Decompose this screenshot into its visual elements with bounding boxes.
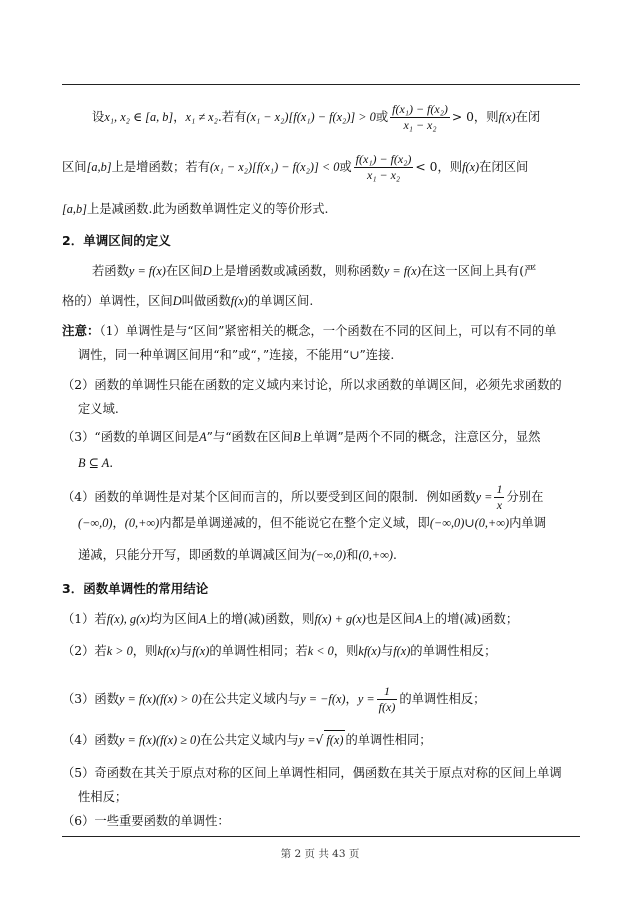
frac-num: 1 <box>377 684 398 700</box>
text: 在闭 <box>515 110 541 124</box>
math: D <box>172 294 182 308</box>
math: A <box>198 612 207 626</box>
text: . <box>109 456 114 470</box>
text: . <box>392 548 397 562</box>
math: A <box>199 430 207 444</box>
text: 或 <box>375 110 389 124</box>
text: 在公共定义域内与 <box>200 733 299 747</box>
text: 或 <box>339 160 352 174</box>
frac-den: x₁ − x₂ <box>403 118 437 132</box>
header-rule <box>62 84 580 85</box>
fraction <box>377 684 398 715</box>
frac-den: x <box>496 498 503 512</box>
sqrt-radicand: f(x) <box>324 730 345 749</box>
section-3-heading: 3．函数单调性的常用结论 <box>62 581 209 596</box>
frac-num: f(x₁) − f(x₂) <box>392 102 448 116</box>
note-1-line-1 <box>62 322 580 340</box>
footer-rule <box>62 836 580 837</box>
conclusion-3 <box>62 684 580 715</box>
math: x₁ ≠ x₂ <box>185 110 218 124</box>
text: 递减，只能分开写，即函数的单调减区间为 <box>78 548 312 562</box>
conclusion-4: （4）函数y = f(x)(f(x) ≥ 0)在公共定义域内与y =√ f(x) 的单调性相同； <box>62 730 580 749</box>
math: (−∞,0) <box>311 548 347 562</box>
section-2-heading: 2．单调区间的定义 <box>62 233 171 248</box>
math: k > 0 <box>106 644 133 658</box>
conclusion-6: （6）一些重要函数的单调性： <box>62 814 230 828</box>
text: 上的增(减)函数，则 <box>206 612 315 626</box>
text: 若函数 <box>92 264 129 278</box>
text: 的单调性相反； <box>399 692 486 706</box>
text: （2）若 <box>62 644 107 658</box>
note-4-line-3 <box>78 546 596 564</box>
note-3-line-2 <box>78 454 596 472</box>
math: kf(x) <box>358 644 381 658</box>
text: 和 <box>346 548 359 562</box>
text: 的单调性相反； <box>410 644 497 658</box>
section-2-line-1 <box>92 262 610 280</box>
math: y = <box>475 490 493 504</box>
math: [a,b] <box>86 160 112 174</box>
math: (x₁ − x₂)[f(x₁) − f(x₂)] < 0 <box>209 160 340 174</box>
fraction <box>494 482 504 513</box>
frac-num: 1 <box>496 482 503 496</box>
text: 上是增函数或减函数，则称函数 <box>211 264 384 278</box>
note-1-line-2: 调性，同一种单调区间用“和”或“，”连接，不能用“∪”连接. <box>78 348 395 362</box>
text: （1）若 <box>62 612 107 626</box>
text: ，则 <box>333 644 359 658</box>
text: （3）“函数的单调区间是 <box>62 430 200 444</box>
frac-den: x₁ − x₂ <box>367 168 401 182</box>
text: 设 <box>92 110 105 124</box>
text: （4）函数的单调性是对某个区间而言的，所以要受到区间的限制．例如函数 <box>62 490 476 504</box>
text: < 0，则 <box>415 160 463 174</box>
text: ，则 <box>132 644 158 658</box>
text: 在区间 <box>165 264 203 278</box>
text: 格的）单调性，区间 <box>62 294 173 308</box>
math: (−∞,0) <box>78 516 113 530</box>
math: (0,+∞) <box>358 548 393 562</box>
note-label: 注意： <box>62 323 100 338</box>
math: f(x) <box>192 644 210 658</box>
text: 内单调 <box>509 516 546 530</box>
text: 在这一区间上具有(严 <box>420 264 537 278</box>
text: ， <box>345 692 358 706</box>
text: 上的增(减)函数； <box>422 612 519 626</box>
math: B ⊆ A <box>78 456 110 470</box>
conclusion-2 <box>62 642 580 660</box>
text: .若有 <box>217 110 247 124</box>
intro-line-3 <box>62 200 580 218</box>
conclusion-1 <box>62 610 580 628</box>
note-2-line-1: （2）函数的单调性只能在函数的定义域内来讨论，所以求函数的单调区间，必须先求函数的 <box>62 378 562 392</box>
math: y = <box>298 733 316 747</box>
page-number: 第 2 页 共 43 页 <box>280 848 360 860</box>
text: 分别在 <box>506 490 544 504</box>
text: 上是增函数；若有 <box>111 160 210 174</box>
text: 均为区间 <box>149 612 199 626</box>
text: 的单调区间. <box>247 294 314 308</box>
math: (x₁ − x₂)[f(x₁) − f(x₂)] > 0 <box>246 110 376 124</box>
math: y = <box>357 692 375 706</box>
text: （4）函数 <box>62 733 120 747</box>
math: y = f(x)(f(x) ≥ 0) <box>119 733 201 747</box>
note-3-line-1 <box>62 428 580 446</box>
note-4-line-1 <box>62 482 580 513</box>
frac-den: f(x) <box>378 700 396 714</box>
text: 的单调性相同；若 <box>209 644 308 658</box>
text: ”与“函数在区间 <box>206 430 293 444</box>
math: f(x) <box>393 644 411 658</box>
section-2-line-2 <box>62 292 580 310</box>
conclusion-5-line-2: 性相反； <box>78 790 128 804</box>
text: 区间 <box>62 160 87 174</box>
text: > 0，则 <box>451 110 499 124</box>
math: A <box>414 612 423 626</box>
text: 与 <box>380 644 394 658</box>
math: f(x), g(x) <box>106 612 150 626</box>
math: [a,b] <box>62 202 87 216</box>
math: (0,+∞) <box>124 516 160 530</box>
note-4-line-2 <box>78 514 596 532</box>
math: D <box>202 264 212 278</box>
text: 上单调”是两个不同的概念，注意区分，显然 <box>300 430 541 444</box>
conclusion-5-line-1: （5）奇函数在其关于原点对称的区间上单调性相同，偶函数在其关于原点对称的区间上单调 <box>62 766 562 780</box>
math: k < 0 <box>307 644 334 658</box>
text: ， <box>112 516 125 530</box>
text: 与 <box>179 644 193 658</box>
math: f(x) <box>230 294 248 308</box>
math: (−∞,0)∪(0,+∞) <box>429 516 510 530</box>
math: y = f(x) <box>383 264 421 278</box>
math: f(x) + g(x) <box>314 612 366 626</box>
intro-line-1 <box>92 102 610 133</box>
fraction <box>354 152 414 183</box>
math: f(x) <box>498 110 516 124</box>
math: x₁, x₂ ∈ [a, b] <box>104 110 174 124</box>
text: （1）单调性是与“区间”紧密相关的概念，一个函数在不同的区间上，可以有不同的单 <box>99 324 557 338</box>
text: 在公共定义域内与 <box>201 692 301 706</box>
math: f(x) <box>462 160 480 174</box>
text: 叫做函数 <box>181 294 231 308</box>
math: y = −f(x) <box>300 692 346 706</box>
math: B <box>292 430 301 444</box>
math: y = f(x)(f(x) > 0) <box>119 692 202 706</box>
text: 也是区间 <box>365 612 415 626</box>
text: 在闭区间 <box>479 160 529 174</box>
text: 的单调性相同； <box>345 733 432 747</box>
math: kf(x) <box>157 644 180 658</box>
frac-num: f(x₁) − f(x₂) <box>355 152 412 166</box>
intro-line-2 <box>62 152 580 183</box>
text: （3）函数 <box>62 692 120 706</box>
fraction <box>390 102 450 133</box>
math: y = f(x) <box>128 264 166 278</box>
note-2-line-2: 定义域. <box>78 402 119 416</box>
text: 上是减函数.此为函数单调性定义的等价形式. <box>86 202 329 216</box>
text: 内都是单调递减的，但不能说它在整个定义域，即 <box>159 516 430 530</box>
text: ， <box>173 110 186 124</box>
